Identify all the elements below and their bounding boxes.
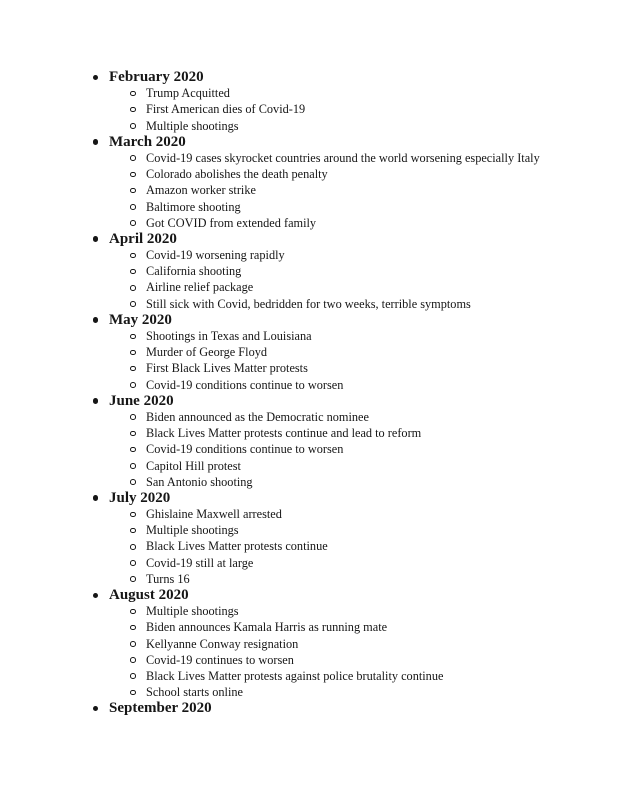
event-label: Colorado abolishes the death penalty [146, 167, 328, 182]
month-list-item [0, 69, 618, 85]
event-list-item [0, 150, 618, 166]
event-label: Multiple shootings [146, 118, 239, 133]
bullet-circle-icon [130, 188, 136, 194]
event-list-item [0, 344, 618, 360]
event-label: Covid-19 continues to worsen [146, 652, 294, 667]
bullet-circle-icon [130, 366, 136, 372]
event-label: Multiple shootings [146, 523, 239, 538]
bullet-circle-icon [130, 107, 136, 113]
event-label: Shootings in Texas and Louisiana [146, 329, 312, 343]
bullet-disc-icon [93, 593, 99, 599]
bullet-circle-icon [130, 690, 136, 696]
month-label: August 2020 [109, 587, 189, 603]
month-list-item [0, 134, 618, 150]
event-label: Covid-19 conditions continue to worsen [146, 442, 344, 457]
event-label: Covid-19 conditions continue to worsen [146, 377, 344, 392]
event-label: School starts online [146, 685, 244, 700]
event-list-item [0, 199, 618, 215]
event-list-item [0, 668, 618, 684]
bullet-disc-icon [93, 317, 99, 323]
bullet-circle-icon [130, 431, 136, 437]
event-label: Biden announces Kamala Harris as running mate [146, 620, 388, 635]
event-label: Still sick with Covid, bedridden for two weeks, terrible symptoms [146, 296, 471, 311]
event-label: Murder of George Floyd [146, 345, 268, 360]
event-list-item [0, 684, 618, 700]
bullet-disc-icon [93, 139, 99, 145]
bullet-circle-icon [130, 512, 136, 518]
bullet-circle-icon [130, 576, 136, 582]
month-list-item [0, 587, 618, 603]
event-list-item [0, 360, 618, 376]
month-label: September 2020 [109, 700, 212, 717]
month-list-item [0, 490, 618, 506]
bullet-circle-icon [130, 414, 136, 420]
bullet-disc-icon [93, 495, 99, 501]
event-label: San Antonio shooting [146, 474, 253, 489]
bullet-circle-icon [130, 657, 136, 663]
event-list-item [0, 636, 618, 652]
month-label: May 2020 [109, 311, 172, 328]
event-label: Airline relief package [146, 280, 254, 295]
bullet-circle-icon [130, 334, 136, 340]
event-label: Covid-19 still at large [146, 555, 254, 570]
event-list-item [0, 458, 618, 474]
event-list-item [0, 247, 618, 263]
bullet-circle-icon [130, 172, 136, 178]
event-label: Trump Acquitted [146, 86, 230, 101]
event-list-item [0, 506, 618, 522]
bullet-circle-icon [130, 447, 136, 453]
event-label: Capitol Hill protest [146, 458, 241, 473]
month-list-item [0, 700, 618, 716]
event-label: Black Lives Matter protests continue and lead to reform [146, 426, 422, 441]
event-list-item [0, 409, 618, 425]
event-list-item [0, 425, 618, 441]
event-label: Amazon worker strike [146, 183, 256, 198]
event-label: Got COVID from extended family [146, 215, 317, 230]
event-list-item [0, 279, 618, 295]
event-label: Ghislaine Maxwell arrested [146, 507, 282, 522]
bullet-circle-icon [130, 609, 136, 615]
bullet-disc-icon [93, 236, 99, 242]
event-label: Covid-19 cases skyrocket countries around the world worsening especially Italy [146, 150, 540, 165]
month-list-item [0, 393, 618, 409]
event-list-item [0, 85, 618, 101]
event-list-item [0, 555, 618, 571]
event-list-item [0, 182, 618, 198]
event-list-item [0, 101, 618, 117]
month-label: February 2020 [109, 69, 204, 85]
event-list-item [0, 118, 618, 134]
event-label: First American dies of Covid-19 [146, 102, 306, 117]
event-label: Multiple shootings [146, 604, 239, 619]
bullet-circle-icon [130, 463, 136, 469]
bullet-circle-icon [130, 479, 136, 485]
bullet-circle-icon [130, 625, 136, 631]
bullet-circle-icon [130, 641, 136, 647]
month-list-item [0, 231, 618, 247]
bullet-disc-icon [93, 398, 99, 404]
event-label: Kellyanne Conway resignation [146, 636, 299, 651]
event-list-item [0, 538, 618, 554]
month-label: July 2020 [109, 489, 171, 506]
month-label: April 2020 [109, 230, 177, 247]
event-list-item [0, 377, 618, 393]
event-list-item [0, 441, 618, 457]
event-list-item [0, 263, 618, 279]
bullet-circle-icon [130, 673, 136, 679]
event-list-item [0, 652, 618, 668]
bullet-disc-icon [93, 75, 99, 81]
event-list-item [0, 166, 618, 182]
event-label: First Black Lives Matter protests [146, 361, 308, 376]
bullet-circle-icon [130, 285, 136, 291]
month-label: June 2020 [109, 392, 174, 409]
bullet-disc-icon [93, 706, 99, 712]
event-list-item [0, 328, 618, 344]
event-label: Black Lives Matter protests against police brutality continue [146, 668, 444, 683]
bullet-circle-icon [130, 220, 136, 226]
event-list-item [0, 619, 618, 635]
event-label: Black Lives Matter protests continue [146, 539, 328, 554]
event-list-item [0, 215, 618, 231]
bullet-circle-icon [130, 301, 136, 307]
event-list-item [0, 603, 618, 619]
bullet-circle-icon [130, 91, 136, 97]
bullet-circle-icon [130, 253, 136, 259]
bullet-circle-icon [130, 382, 136, 388]
event-list-item [0, 474, 618, 490]
event-label: Covid-19 worsening rapidly [146, 248, 285, 263]
event-list-item [0, 522, 618, 538]
bullet-circle-icon [130, 544, 136, 550]
month-list-item [0, 312, 618, 328]
event-label: Turns 16 [146, 571, 190, 586]
event-label: Baltimore shooting [146, 199, 241, 214]
bullet-circle-icon [130, 155, 136, 161]
event-label: California shooting [146, 264, 242, 279]
bullet-circle-icon [130, 204, 136, 210]
bullet-circle-icon [130, 560, 136, 566]
event-list-item [0, 296, 618, 312]
bullet-circle-icon [130, 528, 136, 534]
timeline-list [0, 69, 618, 717]
bullet-circle-icon [130, 350, 136, 356]
bullet-circle-icon [130, 123, 136, 129]
event-label: Biden announced as the Democratic nominee [146, 409, 369, 424]
month-label: March 2020 [109, 133, 186, 150]
event-list-item [0, 571, 618, 587]
bullet-circle-icon [130, 269, 136, 275]
